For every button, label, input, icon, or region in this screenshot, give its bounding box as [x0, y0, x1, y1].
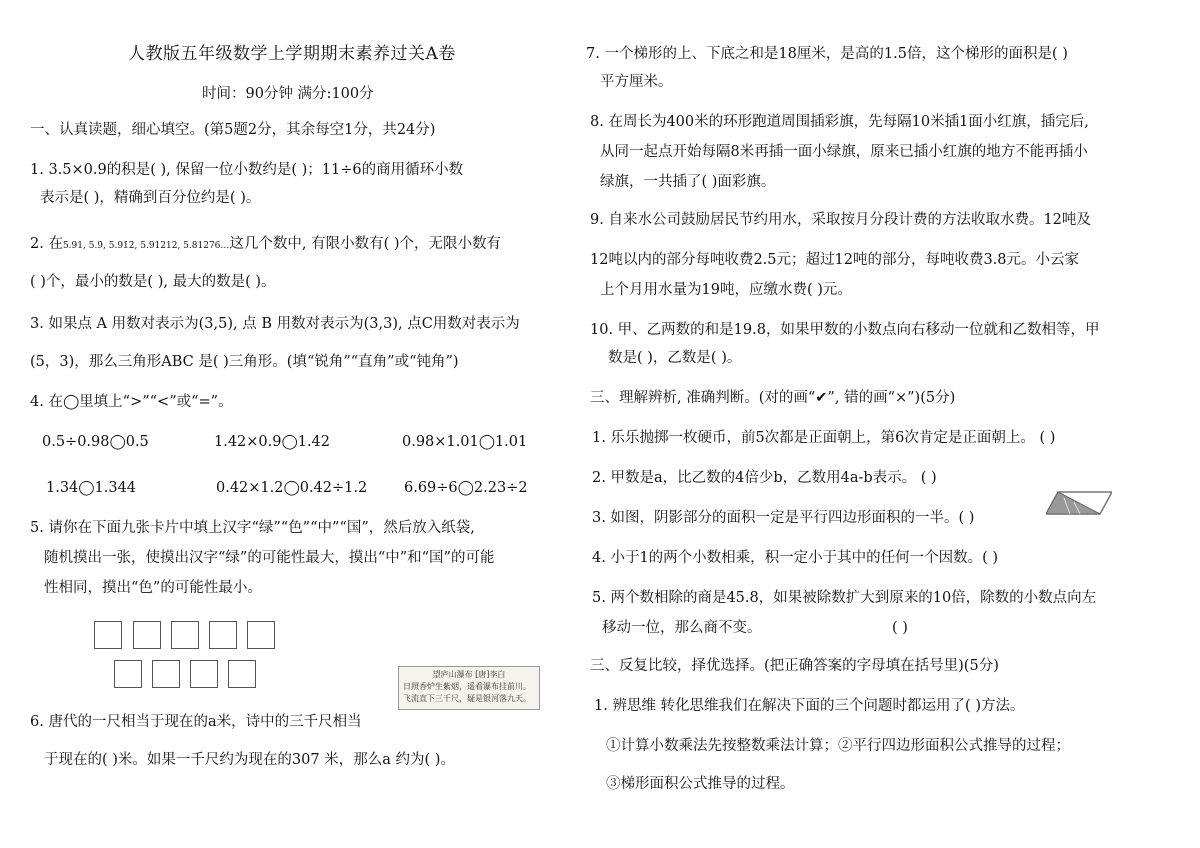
card-box[interactable] [152, 660, 180, 688]
question-2-line-2: ( )个，最小的数是( ), 最大的数是( )。 [30, 274, 276, 290]
card-box[interactable] [133, 621, 161, 649]
q4-item-5: 0.42×1.2◯0.42÷1.2 [216, 480, 368, 496]
question-2-line-1 [30, 234, 501, 256]
choice-1-items-2: ③梯形面积公式推导的过程。 [606, 776, 795, 792]
choice-1: 1. 辨思维 转化思维我们在解决下面的三个问题时都运用了( )方法。 [594, 698, 1025, 714]
poem-line-2: 飞流直下三千尺，疑是银河落九天。 [403, 694, 531, 703]
judge-5-bracket: ( ) [892, 620, 908, 636]
card-box[interactable] [228, 660, 256, 688]
q4-item-3: 0.98×1.01◯1.01 [402, 434, 528, 450]
q4-item-4: 1.34̇◯1.344 [46, 480, 137, 496]
question-7-line-1: 7. 一个梯形的上、下底之和是18厘米，是高的1.5倍，这个梯形的面积是( ) [586, 46, 1068, 62]
q4-item-2: 1.42×0.9◯1.42 [214, 434, 331, 450]
card-box[interactable] [94, 621, 122, 649]
section-3-heading: 三、反复比较，择优选择。(把正确答案的字母填在括号里)(5分) [590, 658, 999, 674]
poem-line-1: 日照香炉生紫烟，遥看瀑布挂前川。 [403, 682, 531, 691]
card-box[interactable] [247, 621, 275, 649]
question-4-heading: 4. 在◯里填上“>”“<”或“=”。 [30, 394, 233, 410]
card-box[interactable] [209, 621, 237, 649]
question-8-line-2: 从同一起点开始每隔8米再插一面小绿旗，原来已插小红旗的地方不能再插小 [600, 144, 1088, 160]
question-5-line-2: 随机摸出一张，使摸出汉字“绿”的可能性最大，摸出“中”和“国”的可能 [44, 550, 495, 566]
judge-5-line-1: 5. 两个数相除的商是45.8，如果被除数扩大到原来的10倍，除数的小数点向左 [592, 590, 1097, 606]
parallelogram-figure [1046, 490, 1112, 516]
question-6-line-2: 于现在的( )米。如果一千尺约为现在的307 米，那么a 约为( )。 [44, 752, 455, 768]
section-2-heading: 三、理解辨析, 准确判断。(对的画“✔”, 错的画“×”)(5分) [590, 390, 956, 406]
question-3-line-1: 3. 如果点 A 用数对表示为(3,5), 点 B 用数对表示为(3,3), 点C用数对表示为 [30, 316, 520, 332]
judge-2: 2. 甲数是a，比乙数的4倍少b，乙数用4a-b表示。 ( ) [592, 470, 937, 486]
question-10-line-2: 数是( )，乙数是( )。 [608, 350, 742, 366]
question-1-line-1: 1. 3.5×0.9的积是( ), 保留一位小数约是( )；11÷6的商用循环小数 [30, 162, 464, 178]
question-6-line-1: 6. 唐代的一尺相当于现在的a米，诗中的三千尺相当 [30, 714, 362, 730]
card-box[interactable] [190, 660, 218, 688]
q4-item-1: 0.5÷0.98◯0.5 [42, 434, 149, 450]
judge-1: 1. 乐乐抛掷一枚硬币，前5次都是正面朝上，第6次肯定是正面朝上。 ( ) [592, 430, 1056, 446]
question-9-line-2: 12吨以内的部分每吨收费2.5元；超过12吨的部分，每吨收费3.8元。小云家 [590, 252, 1080, 268]
choice-1-items-1: ①计算小数乘法先按整数乘法计算；②平行四边形面积公式推导的过程； [606, 738, 1070, 754]
question-5-line-1: 5. 请你在下面九张卡片中填上汉字“绿”“色”“中”“国”，然后放入纸袋, [30, 520, 475, 536]
question-2-prefix: 2. 在 [30, 236, 63, 252]
question-9-line-1: 9. 自来水公司鼓励居民节约用水，采取按月分段计费的方法收取水费。12吨及 [590, 212, 1091, 228]
poem-title: 望庐山瀑布 [唐]李白 [432, 670, 506, 679]
question-3-line-2: (5，3)，那么三角形ABC 是( )三角形。(填“锐角”“直角”或“钝角”) [30, 354, 459, 370]
question-10-line-1: 10. 甲、乙两数的和是19.8，如果甲数的小数点向右移动一位就和乙数相等，甲 [590, 322, 1100, 338]
question-8-line-1: 8. 在周长为400米的环形跑道周围插彩旗，先每隔10米插1面小红旗，插完后, [590, 114, 1089, 130]
card-box[interactable] [114, 660, 142, 688]
question-8-line-3: 绿旗，一共插了( )面彩旗。 [600, 174, 776, 190]
q4-item-6: 6.69÷6◯2.23÷2 [404, 480, 528, 496]
judge-4: 4. 小于1的两个小数相乘，积一定小于其中的任何一个因数。( ) [592, 550, 999, 566]
judge-3: 3. 如图，阴影部分的面积一定是平行四边形面积的一半。( ) [592, 510, 975, 526]
question-2-numbers: 5.91, 5.9̇, 5.91̇2̇, 5.91212, 5.81276… [62, 241, 230, 251]
page-title: 人教版五年级数学上学期期末素养过关A卷 [128, 44, 456, 64]
poem-image [398, 666, 540, 710]
question-7-line-2: 平方厘米。 [600, 74, 673, 90]
section-1-heading: 一、认真读题，细心填空。(第5题2分，其余每空1分，共24分) [30, 122, 436, 138]
question-9-line-3: 上个月用水量为19吨，应缴水费( )元。 [600, 282, 852, 298]
judge-5-line-2: 移动一位，那么商不变。 [602, 620, 762, 636]
time-info: 时间：90分钟 满分:100分 [202, 86, 374, 102]
card-box[interactable] [171, 621, 199, 649]
question-1-line-2: 表示是( )，精确到百分位约是( )。 [40, 190, 261, 206]
question-2-suffix: 这几个数中, 有限小数有( )个，无限小数有 [229, 236, 502, 252]
question-5-line-3: 性相同，摸出“色”的可能性最小。 [44, 580, 262, 596]
